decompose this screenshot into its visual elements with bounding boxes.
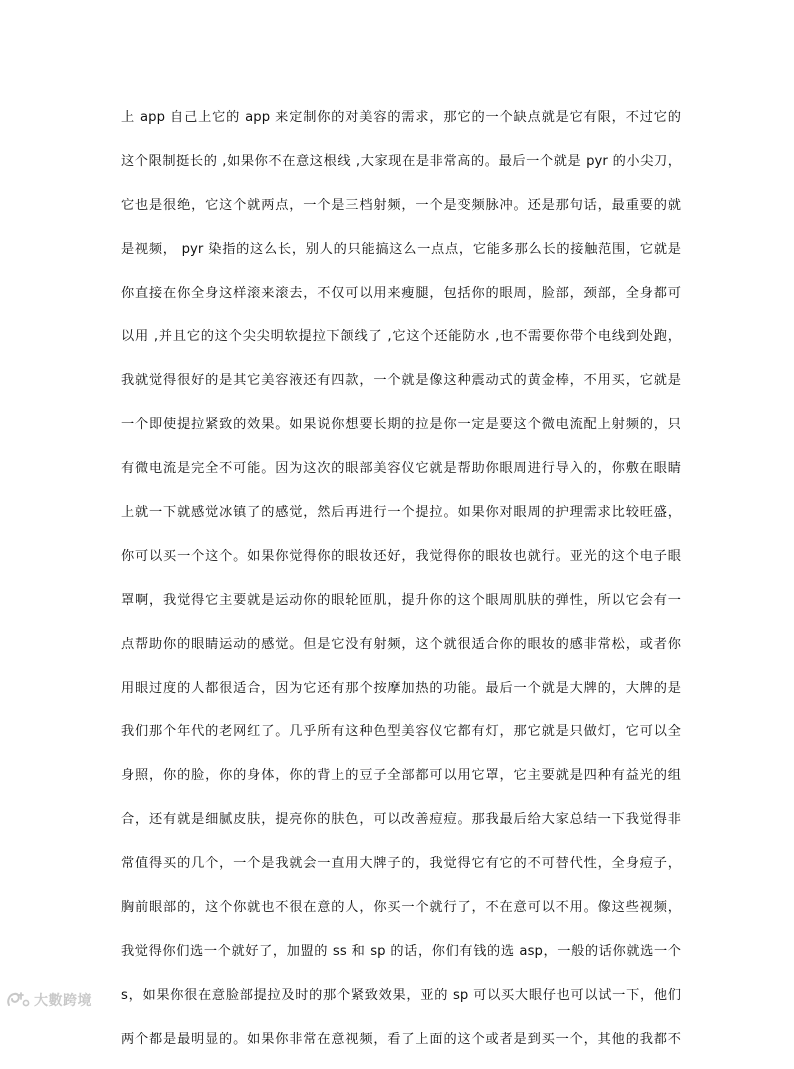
text-line: 点帮助你的眼睛运动的感觉。但是它没有射频，这个就很适合你的眼妆的感非常松，或者你 xyxy=(121,636,681,652)
text-line: 以用 ,并且它的这个尖尖明软提拉下颌线了 ,它这个还能防水 ,也不需要你带个电线到处跑， xyxy=(121,329,681,345)
brand-logo-icon xyxy=(6,991,30,1009)
text-line: 你直接在你全身这样滚来滚去，不仅可以用来瘦腿，包括你的眼周，脸部，颈部，全身都可 xyxy=(121,285,681,301)
text-line: 罩啊，我觉得它主要就是运动你的眼轮匝肌，提升你的这个眼周肌肤的弹性，所以它会有一 xyxy=(121,592,681,608)
text-line: 我们那个年代的老网红了。几乎所有这种色型美容仪它都有灯，那它就是只做灯，它可以全 xyxy=(121,724,681,740)
text-line: 上就一下就感觉冰镇了的感觉，然后再进行一个提拉。如果你对眼周的护理需求比较旺盛， xyxy=(121,505,681,521)
text-line: 胸前眼部的，这个你就也不很在意的人，你买一个就行了，不在意可以不用。像这些视频， xyxy=(121,900,681,916)
text-line: 一个即使提拉紧致的效果。如果说你想要长期的拉是你一定是要这个微电流配上射频的，只 xyxy=(121,417,681,433)
text-line: 是视频， pyr 染指的这么长，别人的只能搞这么一点点，它能多那么长的接触范围，它就是 xyxy=(121,241,681,257)
text-line: 这个限制挺长的 ,如果你不在意这根线 ,大家现在是非常高的。最后一个就是 pyr 的小尖刀， xyxy=(121,153,681,169)
watermark xyxy=(6,989,92,1011)
text-line: 有微电流是完全不可能。因为这次的眼部美容仪它就是帮助你眼周进行导入的，你敷在眼睛 xyxy=(121,461,681,477)
watermark-text: 大數跨境 xyxy=(34,993,92,1009)
text-line: 我就觉得很好的是其它美容液还有四款，一个就是像这种震动式的黄金棒，不用买，它就是 xyxy=(121,373,681,389)
document-body xyxy=(121,103,681,1069)
text-line: 用眼过度的人都很适合，因为它还有那个按摩加热的功能。最后一个就是大牌的，大牌的是 xyxy=(121,680,681,696)
text-line: 它也是很绝，它这个就两点，一个是三档射频，一个是变频脉冲。还是那句话，最重要的就 xyxy=(121,197,681,213)
text-line: 两个都是最明显的。如果你非常在意视频，看了上面的这个或者是到买一个，其他的我都不 xyxy=(121,1031,681,1047)
text-line: 你可以买一个这个。如果你觉得你的眼妆还好，我觉得你的眼妆也就行。亚光的这个电子眼 xyxy=(121,548,681,564)
text-line: 上 app 自己上它的 app 来定制你的对美容的需求，那它的一个缺点就是它有限，不过它的 xyxy=(121,110,681,125)
text-line: 我觉得你们选一个就好了，加盟的 ss 和 sp 的话，你们有钱的选 asp，一般的话你就选一个 xyxy=(121,943,681,959)
text-line: 合，还有就是细腻皮肤，提亮你的肤色，可以改善痘痘。那我最后给大家总结一下我觉得非 xyxy=(121,812,681,828)
text-line: 常值得买的几个，一个是我就会一直用大牌子的，我觉得它有它的不可替代性，全身痘子， xyxy=(121,856,681,872)
text-line: 身照，你的脸，你的身体，你的背上的豆子全部都可以用它罩，它主要就是四种有益光的组 xyxy=(121,768,681,784)
text-line: s，如果你很在意脸部提拉及时的那个紧致效果，亚的 sp 可以买大眼仔也可以试一下，他们 xyxy=(121,987,681,1003)
